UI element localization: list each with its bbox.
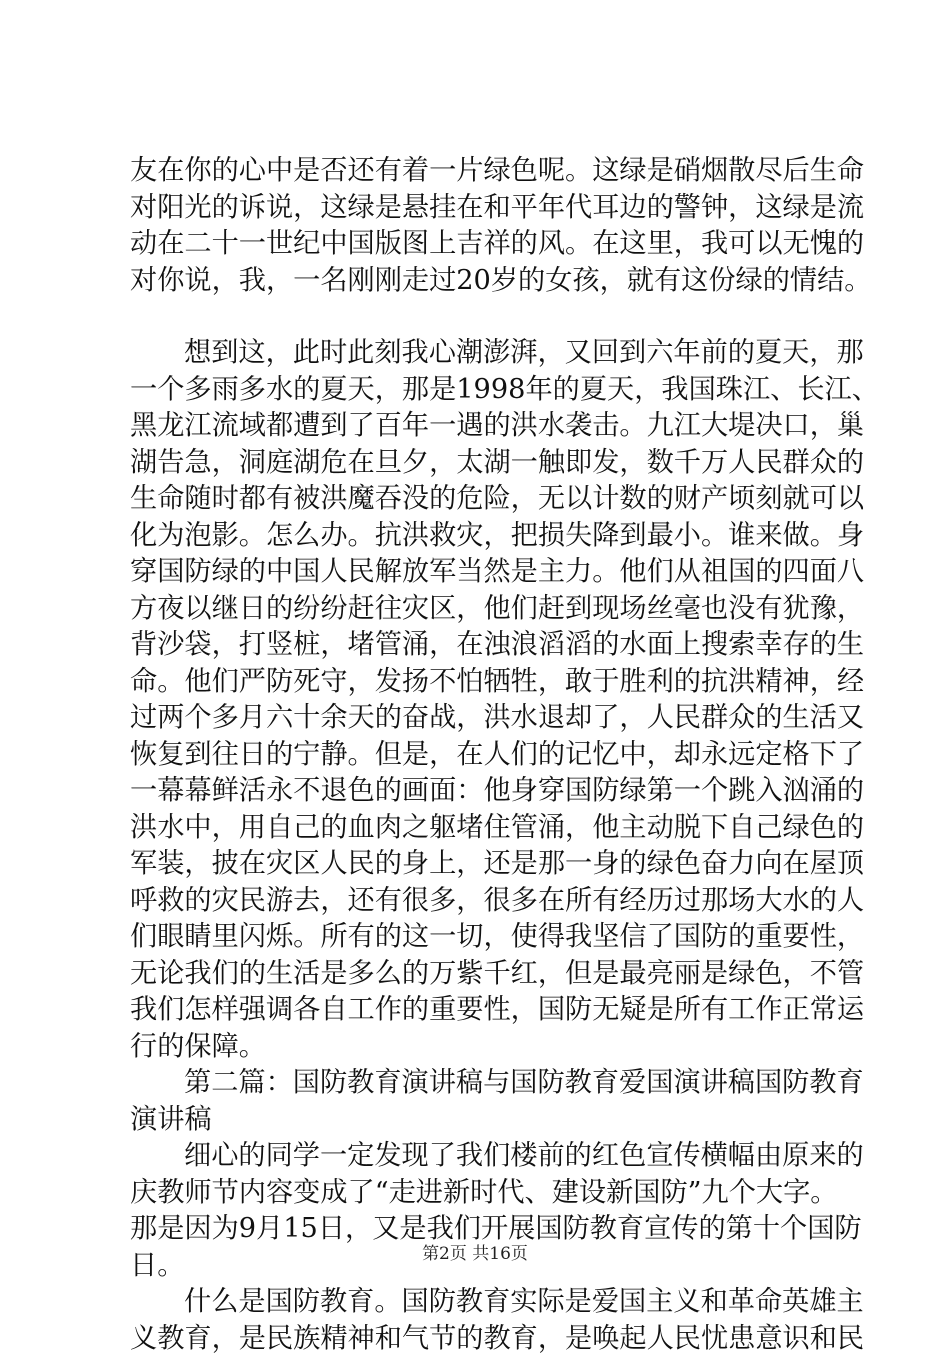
- text-line: 那是因为9月15日，又是我们开展国防教育宣传的第十个国防: [130, 1211, 830, 1248]
- text-line: 对阳光的诉说，这绿是悬挂在和平年代耳边的警钟，这绿是流: [130, 190, 830, 227]
- text-line: 动在二十一世纪中国版图上吉祥的风。在这里，我可以无愧的: [130, 226, 830, 263]
- paragraph-1: [130, 153, 830, 299]
- document-body: [130, 153, 830, 1357]
- text-line: 行的保障。: [130, 1029, 830, 1066]
- paragraph-2: [130, 335, 830, 1065]
- text-line: 生命随时都有被洪魔吞没的危险，无以计数的财产顷刻就可以: [130, 481, 830, 518]
- text-line: 细心的同学一定发现了我们楼前的红色宣传横幅由原来的: [130, 1138, 830, 1175]
- text-line: 庆教师节内容变成了“走进新时代、建设新国防”九个大字。: [130, 1175, 830, 1212]
- text-line: 方夜以继日的纷纷赶往灾区，他们赶到现场丝毫也没有犹豫，: [130, 591, 830, 628]
- text-line: 无论我们的生活是多么的万紫千红，但是最亮丽是绿色，不管: [130, 956, 830, 993]
- page-number: 第2页 共16页: [0, 1244, 950, 1264]
- text-line: 日。: [130, 1248, 830, 1285]
- text-line: 一幕幕鲜活永不退色的画面：他身穿国防绿第一个跳入汹涌的: [130, 773, 830, 810]
- text-line: 化为泡影。怎么办。抗洪救灾，把损失降到最小。谁来做。身: [130, 518, 830, 555]
- heading-line: 演讲稿: [130, 1102, 830, 1139]
- text-line: 友在你的心中是否还有着一片绿色呢。这绿是硝烟散尽后生命: [130, 153, 830, 190]
- paragraph-5: [130, 1284, 830, 1357]
- text-line: 什么是国防教育。国防教育实际是爱国主义和革命英雄主: [130, 1284, 830, 1321]
- text-line: 对你说，我，一名刚刚走过20岁的女孩，就有这份绿的情结。: [130, 263, 830, 300]
- text-line: 过两个多月六十余天的奋战，洪水退却了，人民群众的生活又: [130, 700, 830, 737]
- text-line: 军装，披在灾区人民的身上，还是那一身的绿色奋力向在屋顶: [130, 846, 830, 883]
- text-line: 义教育，是民族精神和气节的教育，是唤起人民忧患意识和民: [130, 1321, 830, 1357]
- text-line: 命。他们严防死守，发扬不怕牺牲，敢于胜利的抗洪精神，经: [130, 664, 830, 701]
- heading-line: 第二篇：国防教育演讲稿与国防教育爱国演讲稿国防教育: [130, 1065, 830, 1102]
- text-line: 我们怎样强调各自工作的重要性，国防无疑是所有工作正常运: [130, 992, 830, 1029]
- text-line: 湖告急，洞庭湖危在旦夕，太湖一触即发，数千万人民群众的: [130, 445, 830, 482]
- text-line: 背沙袋，打竖桩，堵管涌，在浊浪滔滔的水面上搜索幸存的生: [130, 627, 830, 664]
- text-line: 穿国防绿的中国人民解放军当然是主力。他们从祖国的四面八: [130, 554, 830, 591]
- text-line: 一个多雨多水的夏天，那是1998年的夏天，我国珠江、长江、: [130, 372, 830, 409]
- section-heading: [130, 1065, 830, 1138]
- text-line: 呼救的灾民游去，还有很多，很多在所有经历过那场大水的人: [130, 883, 830, 920]
- text-line: 洪水中，用自己的血肉之躯堵住管涌，他主动脱下自己绿色的: [130, 810, 830, 847]
- text-line: 恢复到往日的宁静。但是，在人们的记忆中，却永远定格下了: [130, 737, 830, 774]
- text-line: 们眼睛里闪烁。所有的这一切，使得我坚信了国防的重要性，: [130, 919, 830, 956]
- text-line: 想到这，此时此刻我心潮澎湃，又回到六年前的夏天，那: [130, 335, 830, 372]
- text-line: 黑龙江流域都遭到了百年一遇的洪水袭击。九江大堤决口，巢: [130, 408, 830, 445]
- paragraph-gap: [130, 299, 830, 335]
